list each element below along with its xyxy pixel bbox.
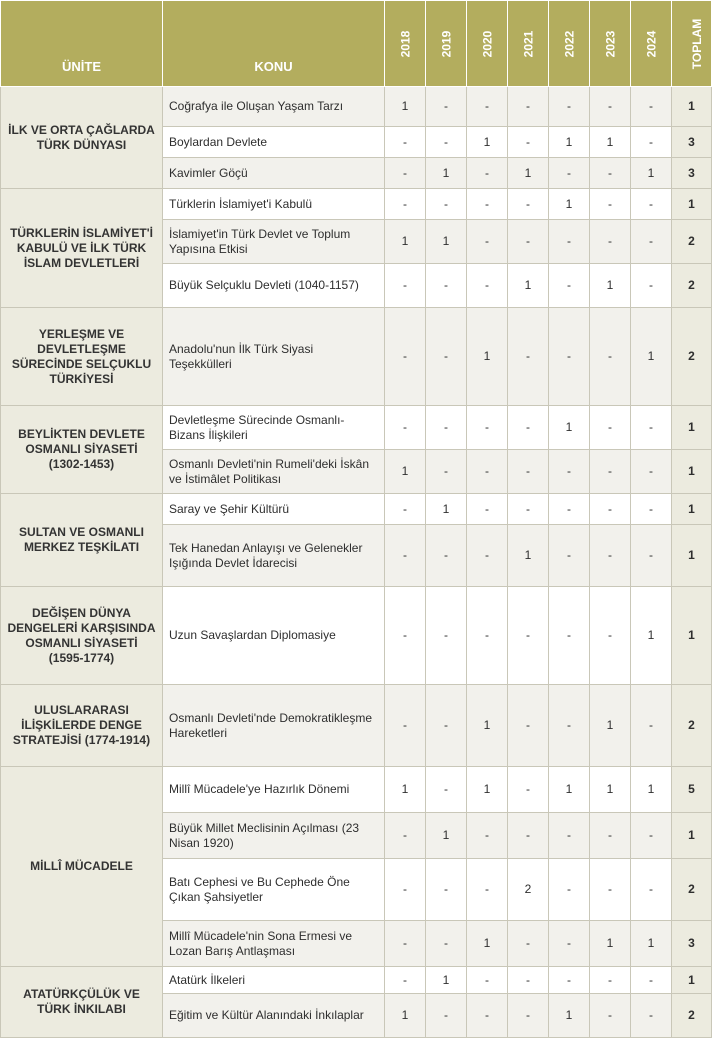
- table-row: [1, 685, 712, 767]
- total-cell: 1: [672, 494, 712, 525]
- year-count-cell: 1: [508, 158, 549, 189]
- year-count-cell: -: [385, 406, 426, 450]
- year-count-cell: 1: [549, 189, 590, 220]
- topic-cell: İslamiyet'in Türk Devlet ve Toplum Yapısına Etkisi: [163, 220, 385, 264]
- topic-cell: Anadolu'nun İlk Türk Siyasi Teşekkülleri: [163, 308, 385, 406]
- year-count-cell: 1: [508, 525, 549, 587]
- year-count-cell: -: [467, 525, 508, 587]
- year-count-cell: -: [508, 220, 549, 264]
- year-count-cell: -: [508, 587, 549, 685]
- year-count-cell: -: [549, 813, 590, 859]
- topic-cell: Uzun Savaşlardan Diplomasiye: [163, 587, 385, 685]
- year-count-cell: -: [590, 994, 631, 1038]
- year-count-cell: -: [590, 494, 631, 525]
- year-count-cell: 1: [590, 685, 631, 767]
- total-cell: 2: [672, 264, 712, 308]
- year-count-cell: -: [385, 308, 426, 406]
- year-header: 2018: [385, 1, 426, 87]
- year-count-cell: -: [631, 87, 672, 127]
- year-count-cell: -: [549, 220, 590, 264]
- year-count-cell: -: [549, 450, 590, 494]
- unit-cell: DEĞİŞEN DÜNYA DENGELERİ KARŞISINDA OSMANLI SİYASETİ (1595-1774): [1, 587, 163, 685]
- year-count-cell: -: [426, 127, 467, 158]
- year-count-cell: -: [426, 767, 467, 813]
- total-cell: 1: [672, 587, 712, 685]
- year-count-cell: -: [590, 525, 631, 587]
- year-count-cell: -: [467, 87, 508, 127]
- table-row: [1, 189, 712, 220]
- year-count-cell: -: [467, 859, 508, 921]
- year-count-cell: 1: [631, 767, 672, 813]
- year-count-cell: -: [590, 158, 631, 189]
- year-count-cell: -: [549, 587, 590, 685]
- year-count-cell: -: [426, 685, 467, 767]
- year-count-cell: -: [467, 994, 508, 1038]
- year-count-cell: -: [549, 859, 590, 921]
- topic-cell: Millî Mücadele'ye Hazırlık Dönemi: [163, 767, 385, 813]
- year-count-cell: 1: [467, 767, 508, 813]
- year-count-cell: -: [631, 264, 672, 308]
- year-count-cell: -: [426, 406, 467, 450]
- year-count-cell: -: [549, 308, 590, 406]
- year-count-cell: -: [508, 813, 549, 859]
- year-count-cell: -: [631, 450, 672, 494]
- year-count-cell: -: [508, 406, 549, 450]
- year-count-cell: 1: [590, 264, 631, 308]
- table-row: [1, 308, 712, 406]
- topic-cell: Atatürk İlkeleri: [163, 967, 385, 994]
- year-count-cell: 1: [385, 87, 426, 127]
- year-count-cell: -: [467, 587, 508, 685]
- year-count-cell: -: [385, 967, 426, 994]
- year-count-cell: -: [385, 921, 426, 967]
- year-count-cell: -: [385, 587, 426, 685]
- unit-cell: TÜRKLERİN İSLAMİYET'İ KABULÜ VE İLK TÜRK İSLAM DEVLETLERİ: [1, 189, 163, 308]
- year-count-cell: -: [590, 189, 631, 220]
- year-count-cell: 1: [549, 994, 590, 1038]
- year-count-cell: -: [631, 220, 672, 264]
- year-count-cell: -: [508, 450, 549, 494]
- total-header: TOPLAM: [672, 1, 712, 87]
- topic-cell: Boylardan Devlete: [163, 127, 385, 158]
- year-header: 2019: [426, 1, 467, 87]
- year-count-cell: 1: [467, 921, 508, 967]
- topic-cell: Büyük Selçuklu Devleti (1040-1157): [163, 264, 385, 308]
- year-count-cell: -: [631, 189, 672, 220]
- topic-cell: Büyük Millet Meclisinin Açılması (23 Nisan 1920): [163, 813, 385, 859]
- total-cell: 1: [672, 813, 712, 859]
- year-header: 2023: [590, 1, 631, 87]
- year-count-cell: 1: [590, 127, 631, 158]
- year-count-cell: -: [385, 525, 426, 587]
- year-count-cell: -: [549, 87, 590, 127]
- year-count-cell: -: [385, 813, 426, 859]
- year-count-cell: -: [467, 494, 508, 525]
- total-cell: 2: [672, 220, 712, 264]
- year-count-cell: -: [385, 685, 426, 767]
- year-count-cell: -: [590, 220, 631, 264]
- year-count-cell: 1: [549, 406, 590, 450]
- year-count-cell: -: [549, 494, 590, 525]
- unit-cell: SULTAN VE OSMANLI MERKEZ TEŞKİLATI: [1, 494, 163, 587]
- year-count-cell: -: [467, 450, 508, 494]
- total-cell: 5: [672, 767, 712, 813]
- table-row: [1, 87, 712, 127]
- year-count-cell: 1: [631, 308, 672, 406]
- year-count-cell: -: [549, 525, 590, 587]
- year-count-cell: -: [549, 685, 590, 767]
- year-count-cell: -: [508, 127, 549, 158]
- year-count-cell: -: [631, 127, 672, 158]
- year-count-cell: -: [631, 967, 672, 994]
- year-count-cell: -: [426, 859, 467, 921]
- year-count-cell: -: [549, 158, 590, 189]
- year-count-cell: 1: [549, 767, 590, 813]
- table-row: [1, 494, 712, 525]
- year-count-cell: 1: [385, 220, 426, 264]
- year-header: 2020: [467, 1, 508, 87]
- year-count-cell: -: [508, 308, 549, 406]
- topic-cell: Eğitim ve Kültür Alanındaki İnkılaplar: [163, 994, 385, 1038]
- year-count-cell: -: [385, 494, 426, 525]
- total-cell: 3: [672, 921, 712, 967]
- total-cell: 1: [672, 406, 712, 450]
- topic-cell: Osmanlı Devleti'nde Demokratikleşme Hareketleri: [163, 685, 385, 767]
- year-count-cell: 1: [631, 587, 672, 685]
- total-cell: 2: [672, 685, 712, 767]
- year-count-cell: -: [590, 406, 631, 450]
- year-count-cell: -: [385, 859, 426, 921]
- year-count-cell: -: [467, 158, 508, 189]
- topic-cell: Tek Hanedan Anlayışı ve Gelenekler Işığında Devlet İdarecisi: [163, 525, 385, 587]
- year-count-cell: -: [590, 859, 631, 921]
- year-count-cell: 1: [385, 450, 426, 494]
- topic-cell: Coğrafya ile Oluşan Yaşam Tarzı: [163, 87, 385, 127]
- total-cell: 2: [672, 994, 712, 1038]
- year-count-cell: 1: [426, 494, 467, 525]
- year-count-cell: -: [467, 967, 508, 994]
- year-count-cell: 1: [467, 308, 508, 406]
- year-count-cell: 1: [426, 967, 467, 994]
- year-count-cell: -: [631, 525, 672, 587]
- total-cell: 3: [672, 127, 712, 158]
- topic-cell: Saray ve Şehir Kültürü: [163, 494, 385, 525]
- total-cell: 2: [672, 859, 712, 921]
- topic-cell: Batı Cephesi ve Bu Cephede Öne Çıkan Şahsiyetler: [163, 859, 385, 921]
- year-count-cell: -: [385, 158, 426, 189]
- year-count-cell: -: [590, 967, 631, 994]
- year-count-cell: -: [508, 767, 549, 813]
- year-count-cell: 2: [508, 859, 549, 921]
- year-count-cell: -: [426, 189, 467, 220]
- topic-cell: Millî Mücadele'nin Sona Ermesi ve Lozan Barış Antlaşması: [163, 921, 385, 967]
- year-count-cell: -: [426, 994, 467, 1038]
- unit-cell: BEYLİKTEN DEVLETE OSMANLI SİYASETİ (1302-1453): [1, 406, 163, 494]
- year-count-cell: -: [508, 494, 549, 525]
- year-header: 2024: [631, 1, 672, 87]
- year-count-cell: 1: [426, 220, 467, 264]
- year-count-cell: -: [467, 406, 508, 450]
- unit-cell: YERLEŞME VE DEVLETLEŞME SÜRECİNDE SELÇUKLU TÜRKİYESİ: [1, 308, 163, 406]
- year-count-cell: -: [549, 264, 590, 308]
- year-count-cell: -: [508, 921, 549, 967]
- year-count-cell: 1: [590, 767, 631, 813]
- total-cell: 2: [672, 308, 712, 406]
- year-count-cell: -: [508, 685, 549, 767]
- year-count-cell: -: [631, 406, 672, 450]
- total-cell: 1: [672, 450, 712, 494]
- year-count-cell: 1: [426, 158, 467, 189]
- year-count-cell: -: [549, 921, 590, 967]
- year-count-cell: -: [590, 813, 631, 859]
- year-count-cell: -: [426, 587, 467, 685]
- year-count-cell: -: [590, 87, 631, 127]
- year-count-cell: -: [426, 525, 467, 587]
- year-count-cell: -: [467, 813, 508, 859]
- year-count-cell: -: [385, 189, 426, 220]
- year-count-cell: -: [426, 308, 467, 406]
- topic-cell: Türklerin İslamiyet'i Kabulü: [163, 189, 385, 220]
- year-count-cell: 1: [467, 127, 508, 158]
- table-body: [1, 87, 712, 1038]
- total-cell: 3: [672, 158, 712, 189]
- year-count-cell: 1: [508, 264, 549, 308]
- year-count-cell: -: [467, 189, 508, 220]
- year-count-cell: -: [426, 450, 467, 494]
- total-cell: 1: [672, 525, 712, 587]
- unit-cell: MİLLÎ MÜCADELE: [1, 767, 163, 967]
- table-row: [1, 967, 712, 994]
- unit-header: ÜNİTE: [1, 1, 163, 87]
- table-row: [1, 587, 712, 685]
- year-count-cell: -: [385, 127, 426, 158]
- year-count-cell: -: [590, 587, 631, 685]
- year-header: 2022: [549, 1, 590, 87]
- header-row: [1, 1, 712, 87]
- year-count-cell: -: [590, 450, 631, 494]
- year-count-cell: -: [508, 994, 549, 1038]
- year-count-cell: -: [467, 220, 508, 264]
- year-count-cell: 1: [631, 158, 672, 189]
- year-count-cell: -: [631, 813, 672, 859]
- topic-header: KONU: [163, 1, 385, 87]
- year-count-cell: -: [508, 967, 549, 994]
- unit-cell: ULUSLARARASI İLİŞKİLERDE DENGE STRATEJİSİ (1774-1914): [1, 685, 163, 767]
- total-cell: 1: [672, 87, 712, 127]
- topic-cell: Devletleşme Sürecinde Osmanlı-Bizans İlişkileri: [163, 406, 385, 450]
- year-count-cell: 1: [467, 685, 508, 767]
- year-count-cell: -: [426, 87, 467, 127]
- table-row: [1, 406, 712, 450]
- topic-cell: Kavimler Göçü: [163, 158, 385, 189]
- year-count-cell: -: [467, 264, 508, 308]
- year-count-cell: -: [426, 921, 467, 967]
- year-count-cell: -: [508, 87, 549, 127]
- year-count-cell: 1: [385, 767, 426, 813]
- year-header: 2021: [508, 1, 549, 87]
- year-count-cell: -: [631, 685, 672, 767]
- topic-cell: Osmanlı Devleti'nin Rumeli'deki İskân ve İstimâlet Politikası: [163, 450, 385, 494]
- unit-cell: ATATÜRKÇÜLÜK VE TÜRK İNKILABI: [1, 967, 163, 1038]
- year-count-cell: -: [508, 189, 549, 220]
- total-cell: 1: [672, 967, 712, 994]
- year-count-cell: 1: [426, 813, 467, 859]
- year-count-cell: -: [590, 308, 631, 406]
- year-count-cell: -: [426, 264, 467, 308]
- year-count-cell: 1: [631, 921, 672, 967]
- year-count-cell: -: [631, 494, 672, 525]
- year-count-cell: -: [631, 994, 672, 1038]
- unit-cell: İLK VE ORTA ÇAĞLARDA TÜRK DÜNYASI: [1, 87, 163, 189]
- year-count-cell: -: [385, 264, 426, 308]
- year-count-cell: 1: [385, 994, 426, 1038]
- total-cell: 1: [672, 189, 712, 220]
- year-count-cell: -: [631, 859, 672, 921]
- year-count-cell: 1: [549, 127, 590, 158]
- table-row: [1, 767, 712, 813]
- year-count-cell: 1: [590, 921, 631, 967]
- year-count-cell: -: [549, 967, 590, 994]
